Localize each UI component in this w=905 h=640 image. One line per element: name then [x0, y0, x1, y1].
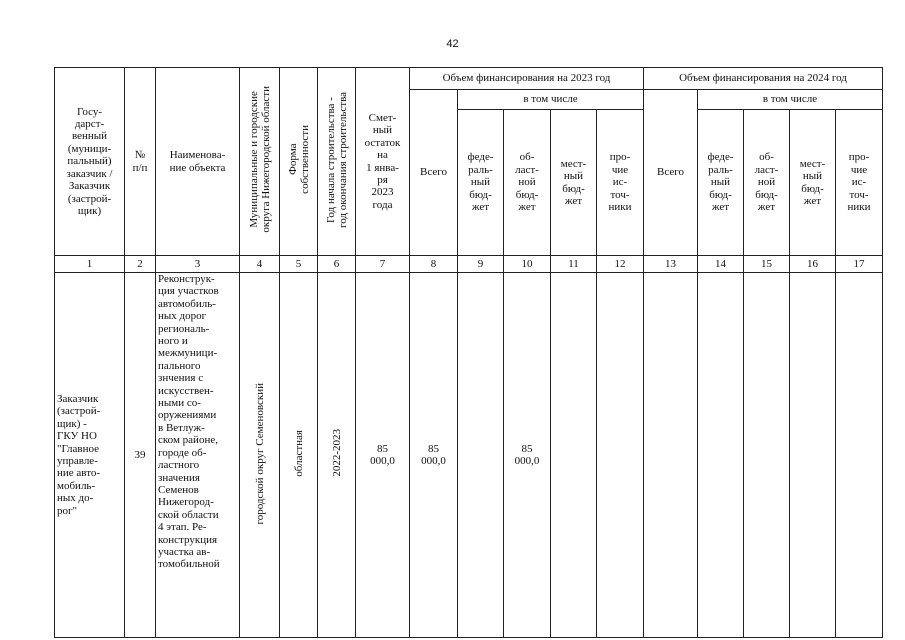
table-row — [55, 273, 883, 638]
row-customer: Заказчик (застрой- щик) - ГКУ НО "Главное управле- ние авто- мобиль- ных до- рог" — [55, 273, 125, 638]
row-federal-2024 — [698, 273, 744, 638]
header-total-2023: Всего — [410, 90, 458, 256]
header-regional-2024: об- ласт- ной бюд- жет — [744, 110, 790, 256]
header-ownership: Форма собственности — [280, 68, 318, 256]
column-number: 12 — [597, 256, 644, 273]
column-number: 17 — [836, 256, 883, 273]
row-object-name: Реконструк- ция участков автомобиль- ных дорог региональ- ного и межмуници- пального знчения с искусствен- ными со- оружениями в Ветлуж- ском районе, городе об- ластного значения Семенов Нижегород- ской области 4 этап. Ре- конструкция участка ав- томобильной — [156, 273, 240, 638]
column-number: 15 — [744, 256, 790, 273]
row-total-2023: 85 000,0 — [410, 273, 458, 638]
header-federal-2023: феде- раль- ный бюд- жет — [458, 110, 504, 256]
row-regional-2023: 85 000,0 — [504, 273, 551, 638]
row-municipality: городской округ Семеновский — [240, 273, 280, 638]
header-financing-2023: Объем финансирования на 2023 год — [410, 68, 644, 90]
column-number: 7 — [356, 256, 410, 273]
row-federal-2023 — [458, 273, 504, 638]
column-number: 5 — [280, 256, 318, 273]
column-number: 1 — [55, 256, 125, 273]
header-including-2024: в том числе — [698, 90, 883, 110]
column-number: 16 — [790, 256, 836, 273]
header-estimate: Смет- ный остаток на 1 янва- ря 2023 года — [356, 68, 410, 256]
header-local-2024: мест- ный бюд- жет — [790, 110, 836, 256]
column-numbers-row — [55, 256, 883, 273]
page-number: 42 — [446, 38, 459, 50]
row-local-2023 — [551, 273, 597, 638]
row-ownership: областная — [280, 273, 318, 638]
row-estimate: 85 000,0 — [356, 273, 410, 638]
header-including-2023: в том числе — [458, 90, 644, 110]
header-total-2024: Всего — [644, 90, 698, 256]
row-years: 2022-2023 — [318, 273, 356, 638]
column-number: 10 — [504, 256, 551, 273]
header-number: № п/п — [125, 68, 156, 256]
header-municipality: Муниципальные и городские округа Нижегородской области — [240, 68, 280, 256]
column-number: 13 — [644, 256, 698, 273]
header-object-name: Наименова- ние объекта — [156, 68, 240, 256]
column-number: 8 — [410, 256, 458, 273]
column-number: 3 — [156, 256, 240, 273]
header-federal-2024: феде- раль- ный бюд- жет — [698, 110, 744, 256]
row-local-2024 — [790, 273, 836, 638]
header-financing-2024: Объем финансирования на 2024 год — [644, 68, 883, 90]
financing-table — [54, 67, 883, 638]
header-regional-2023: об- ласт- ной бюд- жет — [504, 110, 551, 256]
column-number: 14 — [698, 256, 744, 273]
header-other-2024: про- чие ис- точ- ники — [836, 110, 883, 256]
column-number: 11 — [551, 256, 597, 273]
row-other-2024 — [836, 273, 883, 638]
row-other-2023 — [597, 273, 644, 638]
row-number: 39 — [125, 273, 156, 638]
header-other-2023: про- чие ис- точ- ники — [597, 110, 644, 256]
row-regional-2024 — [744, 273, 790, 638]
column-number: 9 — [458, 256, 504, 273]
header-years: Год начала строительства - год окончания строительства — [318, 68, 356, 256]
header-local-2023: мест- ный бюд- жет — [551, 110, 597, 256]
row-total-2024 — [644, 273, 698, 638]
column-number: 6 — [318, 256, 356, 273]
column-number: 2 — [125, 256, 156, 273]
header-customer: Госу- дарст- венный (муници- пальный) заказчик / Заказчик (застрой- щик) — [55, 68, 125, 256]
column-number: 4 — [240, 256, 280, 273]
